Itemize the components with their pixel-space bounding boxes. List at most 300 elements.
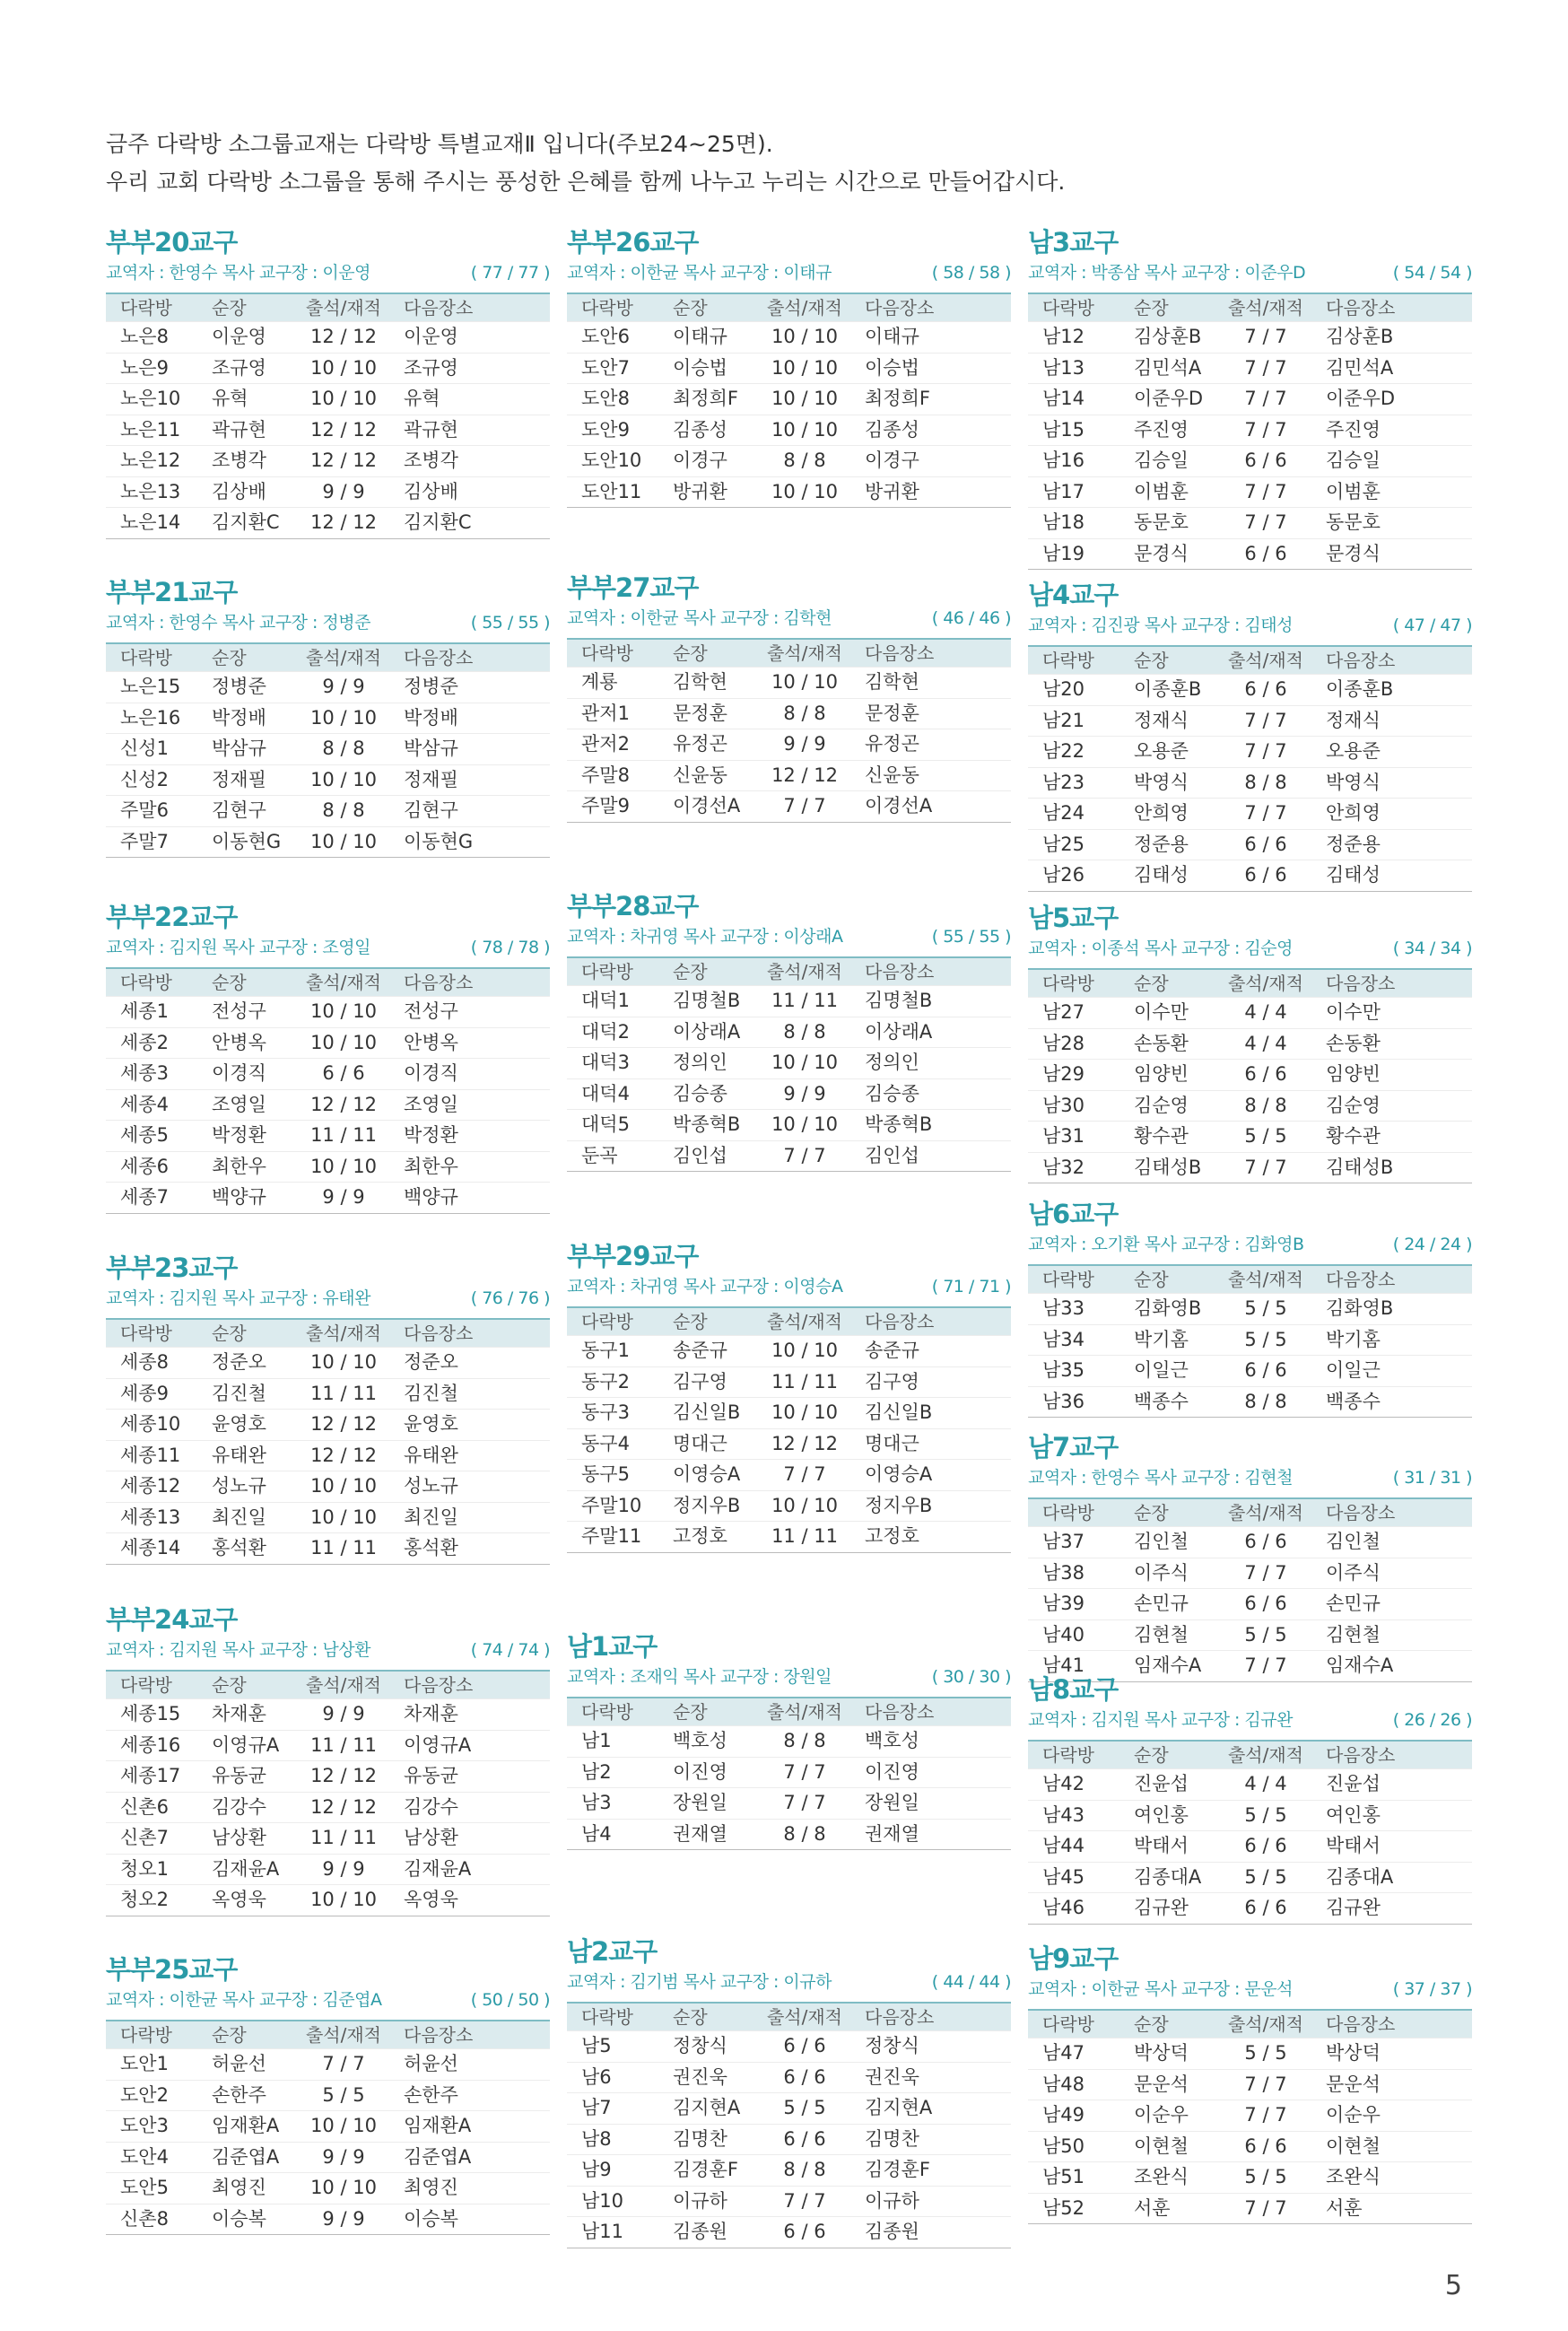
table-row (567, 353, 1011, 384)
table-row (1028, 1892, 1472, 1924)
leader-cell: 손민규 (1134, 1593, 1189, 1614)
header-cell: 다락방 (120, 972, 172, 993)
darakbang-cell: 남37 (1042, 1531, 1085, 1552)
darakbang-cell: 남48 (1042, 2073, 1085, 2095)
attendance-cell: 5 / 5 (1244, 1328, 1287, 1350)
darakbang-cell: 동구1 (581, 1340, 630, 1361)
darakbang-cell: 남20 (1042, 678, 1085, 700)
district-staff-text: 교역자 : 김기범 목사 교구장 : 이규하 (567, 1972, 832, 1992)
attendance-cell: 7 / 7 (1244, 356, 1287, 379)
district-table (106, 292, 550, 539)
leader-cell: 김현구 (212, 799, 266, 821)
next-place-cell: 박정환 (404, 1124, 458, 1146)
next-place-cell: 오용준 (1326, 740, 1381, 762)
darakbang-cell: 남4 (581, 1822, 612, 1845)
table-row (567, 321, 1011, 353)
leader-cell: 명대근 (673, 1432, 727, 1454)
darakbang-cell: 도안1 (120, 2053, 169, 2074)
table-row (1028, 445, 1472, 476)
attendance-cell: 7 / 7 (1244, 388, 1287, 409)
table-header (567, 1308, 1011, 1335)
attendance-cell: 10 / 10 (771, 1340, 838, 1361)
table-row (106, 1854, 550, 1885)
next-place-cell: 정창식 (865, 2035, 919, 2056)
attendance-cell: 5 / 5 (322, 2083, 365, 2106)
district-title: 남3교구 (1028, 227, 1119, 258)
district-table (567, 956, 1011, 1172)
table-row (106, 1730, 550, 1761)
leader-cell: 박삼규 (212, 738, 266, 759)
attendance-cell: 5 / 5 (783, 2097, 826, 2118)
darakbang-cell: 세종8 (120, 1351, 169, 1373)
table-row (1028, 1152, 1472, 1183)
darakbang-cell: 동구2 (581, 1370, 630, 1392)
next-place-cell: 문운석 (1326, 2073, 1381, 2095)
darakbang-cell: 남29 (1042, 1063, 1085, 1085)
next-place-cell: 유동균 (404, 1765, 458, 1786)
leader-cell: 이일근 (1134, 1359, 1189, 1381)
header-cell: 순장 (673, 1701, 708, 1723)
district-staff-text: 교역자 : 김지원 목사 교구장 : 남상환 (106, 1640, 370, 1660)
table-row (1028, 1090, 1472, 1122)
attendance-cell: 6 / 6 (1244, 864, 1287, 886)
leader-cell: 송준규 (673, 1340, 727, 1361)
darakbang-cell: 남47 (1042, 2042, 1085, 2064)
attendance-cell: 7 / 7 (1244, 2073, 1287, 2095)
table-row (106, 383, 550, 415)
next-place-cell: 안병옥 (404, 1031, 458, 1053)
table-row (1028, 767, 1472, 799)
district-staff-text: 교역자 : 차귀영 목사 교구장 : 이영승A (567, 1277, 843, 1296)
table-header (567, 958, 1011, 985)
darakbang-cell: 남6 (581, 2065, 612, 2088)
next-place-cell: 박정배 (404, 706, 458, 729)
next-place-cell: 김인철 (1326, 1531, 1381, 1552)
darakbang-cell: 세종17 (120, 1765, 181, 1786)
district-staff-text: 교역자 : 김지원 목사 교구장 : 유태완 (106, 1288, 370, 1308)
header-cell: 순장 (1134, 297, 1169, 319)
attendance-cell: 9 / 9 (322, 480, 365, 502)
table-row (1028, 2161, 1472, 2193)
district-table (106, 967, 550, 1214)
table-row (567, 383, 1011, 415)
header-cell: 다락방 (1042, 297, 1094, 319)
leader-cell: 차재훈 (212, 1703, 266, 1724)
leader-cell: 조규영 (212, 356, 266, 379)
next-place-cell: 유정곤 (865, 733, 919, 755)
leader-cell: 유태완 (212, 1444, 266, 1466)
darakbang-cell: 노은14 (120, 511, 181, 533)
table-row (1028, 1526, 1472, 1558)
header-cell: 다락방 (581, 2006, 633, 2028)
next-place-cell: 조병각 (404, 450, 458, 471)
next-place-cell: 성노규 (404, 1475, 458, 1497)
leader-cell: 이주식 (1134, 1561, 1189, 1584)
table-row (106, 2048, 550, 2080)
attendance-cell: 9 / 9 (322, 1703, 365, 1724)
header-cell: 순장 (673, 1311, 708, 1332)
header-cell: 다음장소 (1326, 650, 1396, 671)
district-table (1028, 1264, 1472, 1418)
district-title: 남5교구 (1028, 903, 1119, 933)
darakbang-cell: 남21 (1042, 709, 1085, 731)
district-total: ( 55 / 55 ) (470, 613, 550, 633)
table-row (1028, 2069, 1472, 2100)
next-place-cell: 문정훈 (865, 702, 919, 724)
leader-cell: 김태성 (1134, 864, 1189, 886)
district-staff-text: 교역자 : 이한균 목사 교구장 : 문운석 (1028, 1979, 1293, 1999)
district-table (567, 1306, 1011, 1553)
district-table (567, 1697, 1011, 1850)
table-header (1028, 2011, 1472, 2038)
table-row (106, 671, 550, 703)
intro-text (106, 126, 1065, 201)
table-row (106, 1120, 550, 1151)
district-staff (1028, 1977, 1472, 2002)
leader-cell: 조완식 (1134, 2166, 1189, 2187)
darakbang-cell: 노은8 (120, 326, 169, 347)
next-place-cell: 곽규현 (404, 418, 458, 441)
table-row (567, 667, 1011, 698)
district-staff-text: 교역자 : 김진광 목사 교구장 : 김태성 (1028, 615, 1293, 635)
darakbang-cell: 계룡 (581, 671, 618, 693)
leader-cell: 남상환 (212, 1827, 266, 1848)
darakbang-cell: 세종14 (120, 1537, 181, 1558)
darakbang-cell: 세종4 (120, 1093, 169, 1115)
leader-cell: 진윤섭 (1134, 1773, 1189, 1794)
leader-cell: 김승일 (1134, 450, 1189, 471)
district-group (567, 224, 1011, 508)
district-total: ( 44 / 44 ) (931, 1972, 1011, 1992)
darakbang-cell: 대덕2 (581, 1020, 630, 1043)
attendance-cell: 8 / 8 (783, 702, 826, 724)
attendance-cell: 8 / 8 (783, 450, 826, 471)
header-cell: 다음장소 (1326, 973, 1396, 994)
next-place-cell: 윤영호 (404, 1413, 458, 1435)
next-place-cell: 고정호 (865, 1525, 919, 1547)
next-place-cell: 이상래A (865, 1020, 933, 1043)
header-cell: 다락방 (581, 1701, 633, 1723)
attendance-cell: 8 / 8 (1244, 771, 1287, 793)
next-place-cell: 김현구 (404, 799, 458, 821)
attendance-cell: 7 / 7 (783, 1792, 826, 1813)
attendance-cell: 12 / 12 (310, 418, 377, 441)
leader-cell: 김인철 (1134, 1531, 1189, 1552)
table-row (567, 760, 1011, 791)
table-row (1028, 1028, 1472, 1060)
district-group (1028, 224, 1472, 570)
next-place-cell: 김민석A (1326, 356, 1394, 379)
district-group (1028, 900, 1472, 1183)
attendance-cell: 6 / 6 (783, 2065, 826, 2088)
attendance-cell: 6 / 6 (783, 2127, 826, 2150)
district-group (1028, 1196, 1472, 1418)
district-staff (567, 606, 1011, 631)
attendance-cell: 6 / 6 (1244, 1593, 1287, 1614)
table-row (1028, 476, 1472, 508)
leader-cell: 이경직 (212, 1062, 266, 1084)
leader-cell: 박태서 (1134, 1835, 1189, 1856)
attendance-cell: 10 / 10 (771, 326, 838, 347)
table-header (1028, 1266, 1472, 1293)
leader-cell: 김상배 (212, 480, 266, 502)
leader-cell: 이동현G (212, 830, 282, 852)
next-place-cell: 이준우D (1326, 388, 1396, 409)
darakbang-cell: 세종7 (120, 1186, 169, 1208)
next-place-cell: 김종원 (865, 2221, 919, 2242)
district-staff (1028, 613, 1472, 638)
darakbang-cell: 대덕3 (581, 1052, 630, 1073)
next-place-cell: 이규하 (865, 2189, 919, 2212)
next-place-cell: 김재윤A (404, 1857, 472, 1880)
next-place-cell: 박영식 (1326, 771, 1381, 793)
leader-cell: 박영식 (1134, 771, 1189, 793)
leader-cell: 김민석A (1134, 356, 1202, 379)
next-place-cell: 이동현G (404, 830, 474, 852)
table-row (1028, 415, 1472, 446)
header-cell: 출석/재적 (766, 297, 843, 319)
table-row (1028, 2100, 1472, 2131)
darakbang-cell: 남52 (1042, 2196, 1085, 2219)
district-staff (1028, 936, 1472, 961)
district-total: ( 77 / 77 ) (470, 263, 550, 283)
district-staff-text: 교역자 : 이종석 목사 교구장 : 김순영 (1028, 939, 1293, 958)
attendance-cell: 8 / 8 (783, 1730, 826, 1751)
district-group (567, 570, 1011, 823)
next-place-cell: 이주식 (1326, 1561, 1381, 1584)
attendance-cell: 10 / 10 (771, 1052, 838, 1073)
header-cell: 다음장소 (865, 1701, 935, 1723)
next-place-cell: 진윤섭 (1326, 1773, 1381, 1794)
table-row (567, 2092, 1011, 2124)
next-place-cell: 김강수 (404, 1795, 458, 1818)
table-row (567, 1109, 1011, 1140)
darakbang-cell: 남25 (1042, 833, 1085, 855)
darakbang-cell: 동구4 (581, 1432, 630, 1454)
district-table (106, 642, 550, 858)
district-staff (106, 1286, 550, 1311)
table-row (1028, 2131, 1472, 2162)
next-place-cell: 명대근 (865, 1432, 919, 1454)
district-total: ( 30 / 30 ) (931, 1667, 1011, 1687)
leader-cell: 이범훈 (1134, 480, 1189, 502)
leader-cell: 이영규A (212, 1733, 280, 1756)
leader-cell: 안병옥 (212, 1031, 266, 1053)
darakbang-cell: 남45 (1042, 1865, 1085, 1888)
leader-cell: 서훈 (1134, 2196, 1171, 2219)
next-place-cell: 황수관 (1326, 1125, 1381, 1147)
next-place-cell: 정재식 (1326, 709, 1381, 731)
attendance-cell: 9 / 9 (322, 2145, 365, 2168)
table-row (106, 1089, 550, 1121)
leader-cell: 김종성 (673, 418, 727, 441)
leader-cell: 김화영B (1134, 1297, 1202, 1319)
district-staff-text: 교역자 : 김지원 목사 교구장 : 김규완 (1028, 1710, 1293, 1730)
leader-cell: 이규하 (673, 2189, 727, 2212)
leader-cell: 김진철 (212, 1382, 266, 1404)
darakbang-cell: 남7 (581, 2097, 612, 2118)
attendance-cell: 6 / 6 (783, 2035, 826, 2056)
header-cell: 출석/재적 (766, 2006, 843, 2028)
darakbang-cell: 남2 (581, 1760, 612, 1783)
table-row (567, 1335, 1011, 1366)
attendance-cell: 7 / 7 (1244, 740, 1287, 762)
next-place-cell: 김상배 (404, 480, 458, 502)
district-title: 남4교구 (1028, 580, 1119, 610)
district-staff (567, 924, 1011, 949)
next-place-cell: 정병준 (404, 676, 458, 697)
darakbang-cell: 남41 (1042, 1654, 1085, 1676)
leader-cell: 김명찬 (673, 2127, 727, 2150)
district-group (1028, 1672, 1472, 1925)
leader-cell: 김지환C (212, 511, 280, 533)
leader-cell: 이상래A (673, 1020, 741, 1043)
header-cell: 출석/재적 (766, 1311, 843, 1332)
header-cell: 다음장소 (404, 2024, 474, 2046)
table-header (567, 2004, 1011, 2030)
darakbang-cell: 관저2 (581, 733, 630, 755)
next-place-cell: 박종혁B (865, 1113, 933, 1135)
district-title: 부부28교구 (567, 891, 699, 921)
header-cell: 순장 (1134, 973, 1169, 994)
next-place-cell: 안희영 (1326, 802, 1381, 824)
attendance-cell: 6 / 6 (1244, 2135, 1287, 2157)
leader-cell: 방귀환 (673, 480, 727, 502)
attendance-cell: 7 / 7 (1244, 1156, 1287, 1178)
table-row (1028, 860, 1472, 891)
attendance-cell: 10 / 10 (310, 768, 377, 790)
header-cell: 다음장소 (404, 647, 474, 668)
leader-cell: 최진일 (212, 1506, 266, 1528)
leader-cell: 김종원 (673, 2221, 727, 2242)
darakbang-cell: 관저1 (581, 702, 630, 724)
attendance-cell: 5 / 5 (1244, 1803, 1287, 1826)
table-row (106, 1698, 550, 1730)
darakbang-cell: 남24 (1042, 802, 1085, 824)
darakbang-cell: 노은10 (120, 388, 181, 409)
darakbang-cell: 세종15 (120, 1703, 181, 1724)
darakbang-cell: 주말11 (581, 1525, 642, 1547)
header-cell: 순장 (212, 972, 247, 993)
darakbang-cell: 남38 (1042, 1561, 1085, 1584)
attendance-cell: 4 / 4 (1244, 1032, 1287, 1054)
attendance-cell: 10 / 10 (310, 1506, 377, 1528)
table-row (567, 1017, 1011, 1048)
district-table (106, 2020, 550, 2235)
darakbang-cell: 남12 (1042, 326, 1085, 347)
header-cell: 다음장소 (404, 972, 474, 993)
header-cell: 다음장소 (865, 642, 935, 664)
district-title: 부부29교구 (567, 1241, 699, 1271)
next-place-cell: 정지우B (865, 1494, 933, 1516)
leader-cell: 황수관 (1134, 1125, 1189, 1147)
leader-cell: 박정환 (212, 1124, 266, 1146)
next-place-cell: 이경선A (865, 795, 933, 816)
darakbang-cell: 남18 (1042, 511, 1085, 533)
header-cell: 다락방 (581, 1311, 633, 1332)
next-place-cell: 조영일 (404, 1093, 458, 1115)
district-total: ( 47 / 47 ) (1392, 615, 1472, 635)
next-place-cell: 김순영 (1326, 1094, 1381, 1116)
header-cell: 순장 (673, 961, 708, 982)
leader-cell: 고정호 (673, 1525, 727, 1547)
leader-cell: 최정희F (673, 388, 738, 409)
darakbang-cell: 도안9 (581, 418, 630, 441)
leader-cell: 손한주 (212, 2083, 266, 2106)
district-staff (1028, 260, 1472, 285)
darakbang-cell: 남46 (1042, 1897, 1085, 1918)
next-place-cell: 이종훈B (1326, 678, 1394, 700)
header-cell: 다락방 (1042, 973, 1094, 994)
district-group (106, 574, 550, 858)
attendance-cell: 8 / 8 (1244, 1094, 1287, 1116)
table-row (106, 795, 550, 826)
header-cell: 출석/재적 (1227, 1744, 1304, 1766)
table-row (567, 1757, 1011, 1788)
table-row (1028, 383, 1472, 415)
leader-cell: 김강수 (212, 1795, 266, 1818)
table-row (567, 1490, 1011, 1522)
district-staff-text: 교역자 : 김지원 목사 교구장 : 조영일 (106, 938, 370, 957)
table-row (567, 1366, 1011, 1398)
table-row (106, 1532, 550, 1564)
darakbang-cell: 남19 (1042, 542, 1085, 564)
leader-cell: 백양규 (212, 1186, 266, 1208)
table-row (567, 1140, 1011, 1172)
district-staff (1028, 1465, 1472, 1490)
table-row (1028, 798, 1472, 829)
attendance-cell: 10 / 10 (771, 1401, 838, 1423)
leader-cell: 동문호 (1134, 511, 1189, 533)
attendance-cell: 7 / 7 (1244, 709, 1287, 731)
header-cell: 출석/재적 (305, 297, 382, 319)
darakbang-cell: 주말9 (581, 795, 630, 816)
next-place-cell: 동문호 (1326, 511, 1381, 533)
next-place-cell: 김규완 (1326, 1897, 1381, 1918)
leader-cell: 김경훈F (673, 2159, 738, 2180)
district-staff-text: 교역자 : 차귀영 목사 교구장 : 이상래A (567, 927, 843, 947)
next-place-cell: 홍석환 (404, 1537, 458, 1558)
district-staff-text: 교역자 : 박종삼 목사 교구장 : 이준우D (1028, 263, 1306, 283)
attendance-cell: 7 / 7 (783, 795, 826, 816)
next-place-cell: 이운영 (404, 326, 458, 347)
next-place-cell: 백호성 (865, 1730, 919, 1751)
darakbang-cell: 남51 (1042, 2166, 1085, 2187)
header-cell: 다음장소 (1326, 297, 1396, 319)
darakbang-cell: 세종5 (120, 1124, 169, 1146)
attendance-cell: 12 / 12 (310, 1413, 377, 1435)
leader-cell: 김현철 (1134, 1623, 1189, 1646)
leader-cell: 김지현A (673, 2097, 741, 2118)
header-cell: 다락방 (581, 297, 633, 319)
district-staff-text: 교역자 : 한영수 목사 교구장 : 정병준 (106, 613, 370, 633)
attendance-cell: 9 / 9 (322, 676, 365, 697)
table-header (567, 294, 1011, 321)
darakbang-cell: 대덕5 (581, 1113, 630, 1135)
darakbang-cell: 도안3 (120, 2115, 169, 2136)
next-place-cell: 박태서 (1326, 1835, 1381, 1856)
attendance-cell: 6 / 6 (1244, 1063, 1287, 1085)
table-row (106, 476, 550, 508)
darakbang-cell: 도안10 (581, 450, 642, 471)
leader-cell: 정준오 (212, 1351, 266, 1373)
table-row (106, 996, 550, 1027)
district-title: 부부23교구 (106, 1253, 238, 1283)
darakbang-cell: 도안5 (120, 2177, 169, 2198)
darakbang-cell: 세종6 (120, 1155, 169, 1177)
table-header (106, 1672, 550, 1698)
header-cell: 순장 (1134, 1744, 1169, 1766)
